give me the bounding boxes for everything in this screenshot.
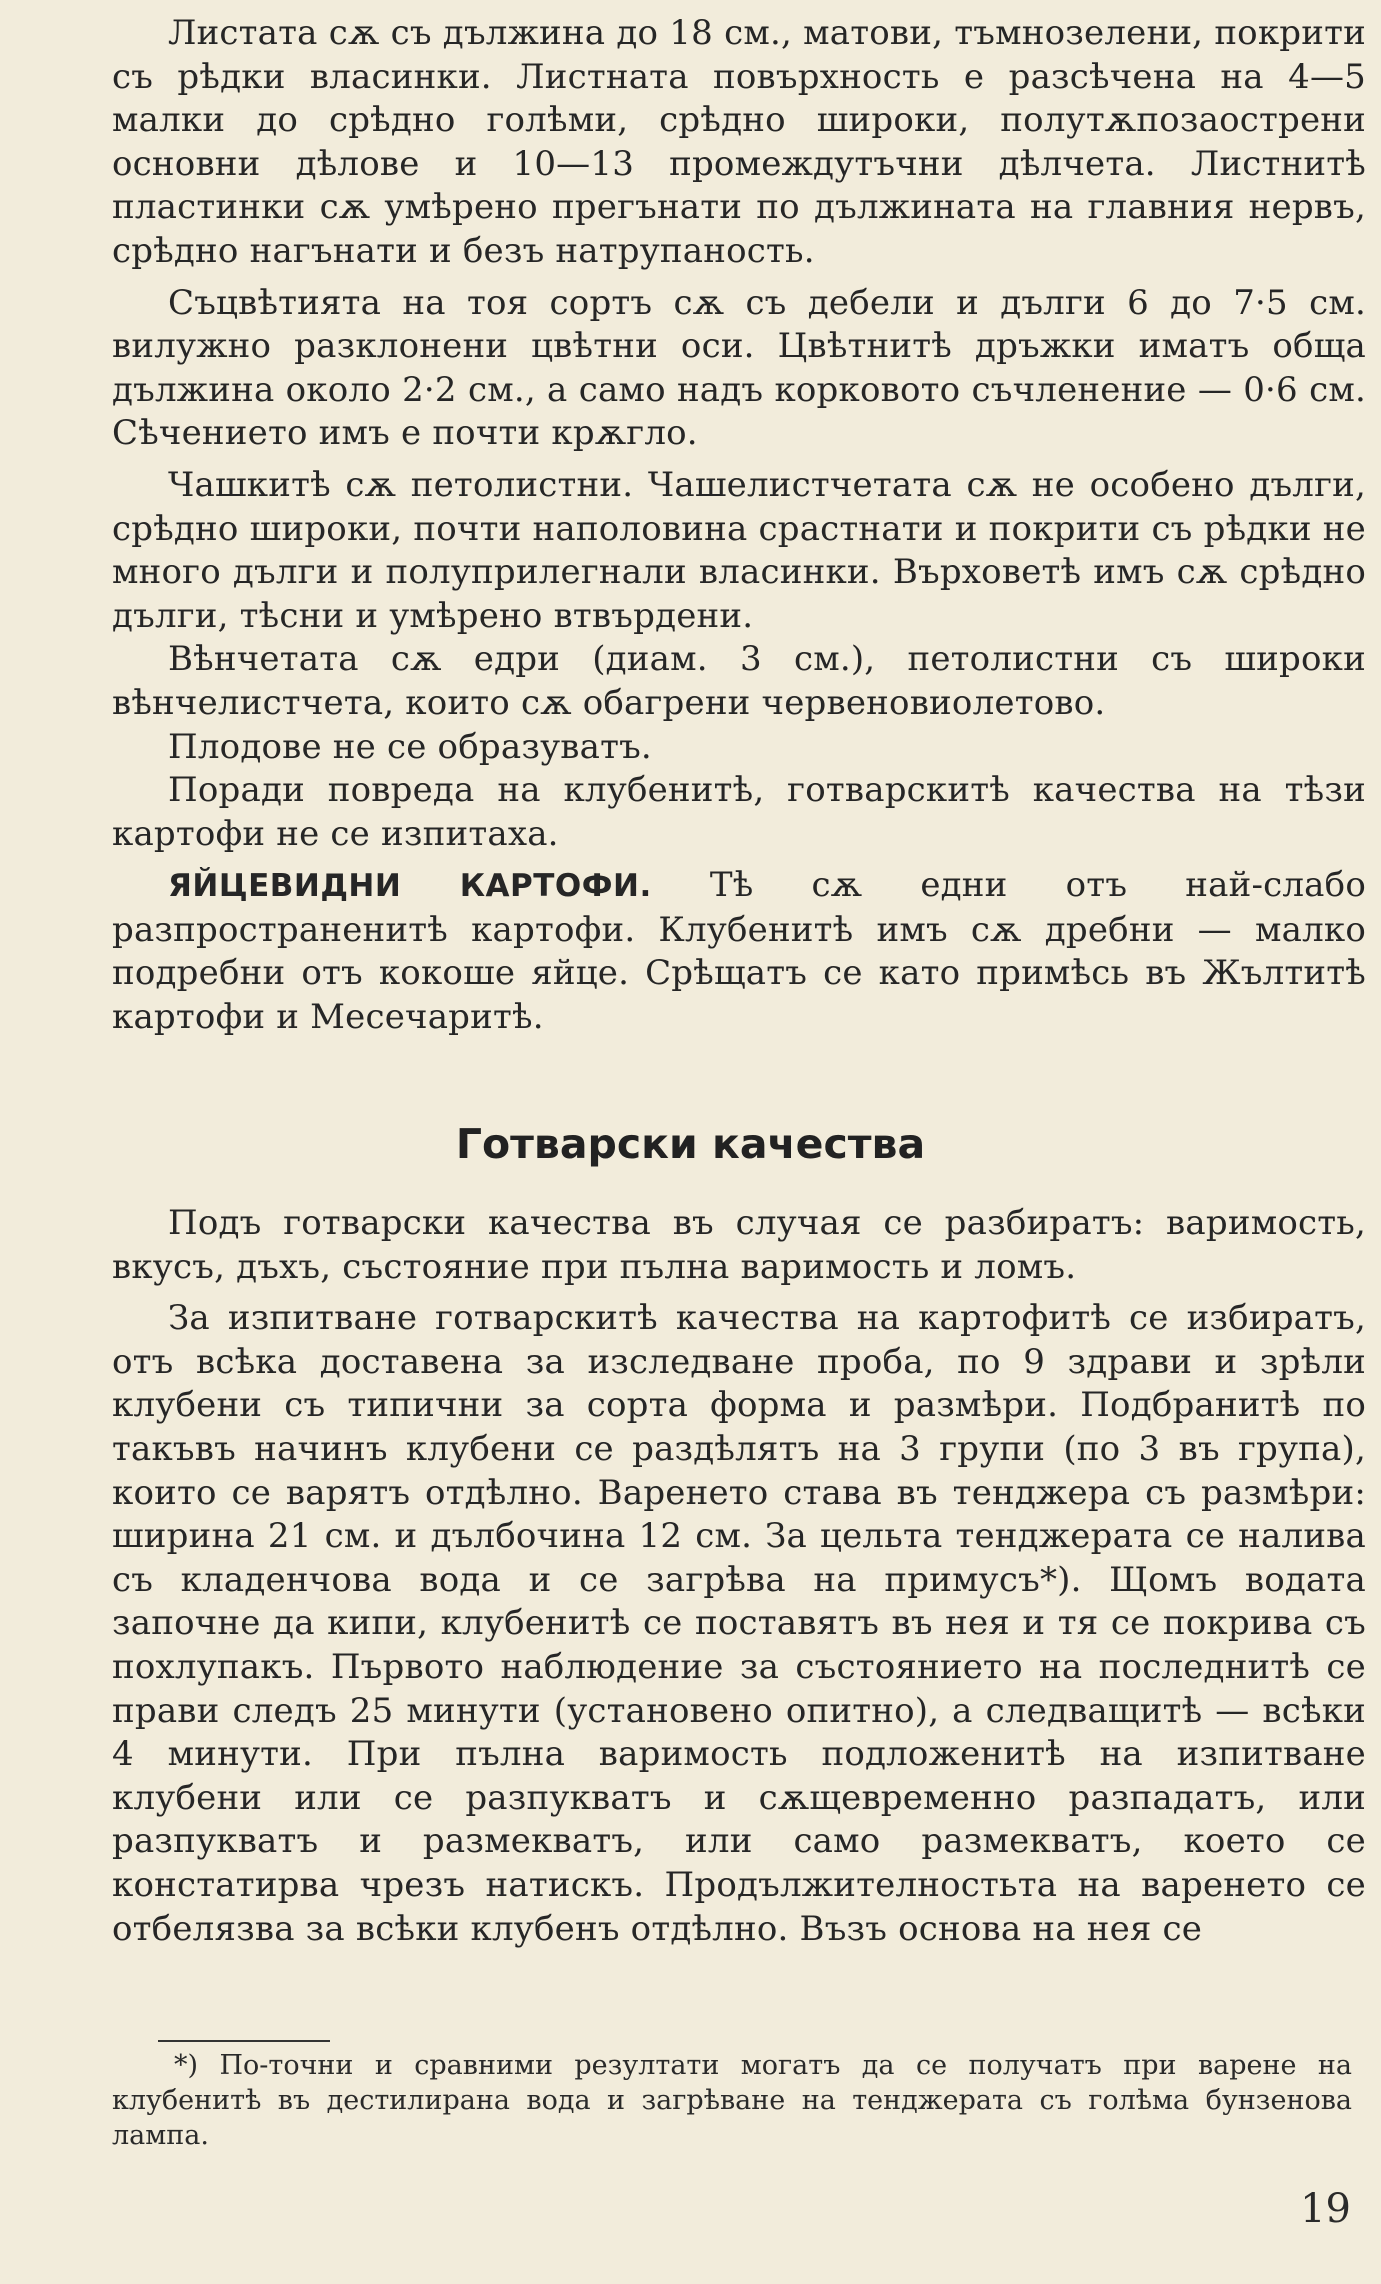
paragraph-corolla: Вѣнчетата сѫ едри (диам. 3 см.), петолистни съ широки вѣнчелистчета, които сѫ обагрени червеновиолетово. xyxy=(112,639,1366,723)
paragraph-gap xyxy=(112,856,1366,864)
paragraph-calyx: Чашкитѣ сѫ петолистни. Чашелистчетата сѫ не особено дълги, срѣдно широки, почти наполовина срастнати и покрити съ рѣдки не много дълги и полуприлегнали власинки. Върховетѣ имъ сѫ срѣдно дълги, тѣсни и умѣрено втвърдени. xyxy=(112,464,1366,636)
paragraph-egg-shaped-variety xyxy=(112,864,1366,1039)
page-number: 19 xyxy=(1300,2186,1351,2232)
variety-name: ЯЙЦЕВИДНИ КАРТОФИ. xyxy=(168,868,652,905)
paragraph-inflorescence: Съцвѣтията на тоя сортъ сѫ съ дебели и дълги 6 до 7·5 см. вилужно разклонени цвѣтни оси. Цвѣтнитѣ дръжки иматъ обща дължина около 2·2 см., а само надъ корковото съчленение — 0·6 см. Сѣчението имъ е почти крѫгло. xyxy=(112,282,1366,454)
paragraph-gap xyxy=(112,274,1366,282)
paragraph-cooking-note: Поради повреда на клубенитѣ, готварскитѣ качества на тѣзи картофи не се изпитаха. xyxy=(112,770,1366,854)
section-heading: Готварски качества xyxy=(455,1120,926,1168)
paragraph-gap xyxy=(112,456,1366,464)
paragraph-cooking-method: За изпитване готварскитѣ качества на картофитѣ се избиратъ, отъ всѣка доставена за изследване проба, по 9 здрави и зрѣли клубени съ типични за сорта форма и размѣри. Подбранитѣ по такъвъ начинъ клубени се раздѣлятъ на 3 групи (по 3 въ група), които се варятъ отдѣлно. Варенето става въ тенджера съ размѣри: ширина 21 см. и дълбочина 12 см. За цельта тенджерата се налива съ кладенчова вода и се загрѣва на примусъ*). Щомъ водата започне да кипи, клубенитѣ се поставятъ въ нея и тя се покрива съ похлупакъ. Първото наблюдение за състоянието на последнитѣ се прави следъ 25 минути (установено опитно), а следващитѣ — всѣки 4 минути. При пълна варимость подложенитѣ на изпитване клубени или се разпукватъ и сѫщевременно разпадатъ, или разпукватъ и размекватъ, или само размекватъ, което се констатирва чрезъ натискъ. Продължителностьта на варенето се отбелязва за всѣки клубенъ отдѣлно. Възъ основа на нея се xyxy=(112,1298,1366,1949)
paragraph-cooking-definition: Подъ готварски качества въ случая се разбиратъ: варимость, вкусъ, дъхъ, състояние при пълна варимость и ломъ. xyxy=(112,1203,1366,1287)
text-block-top xyxy=(112,12,1366,1040)
footnote-rule xyxy=(158,2040,330,2042)
footnote: *) По-точни и сравними резултати могатъ да се получатъ при варене на клубенитѣ въ дестилирана вода и загрѣване на тенджерата съ голѣма бунзенова лампа. xyxy=(112,2050,1352,2151)
text-block-cooking xyxy=(112,1202,1366,1951)
variety-description: Тѣ сѫ едни отъ най-слабо разпространенитѣ картофи. Клубенитѣ имъ сѫ дребни — малко подребни отъ кокоше яйце. Срѣщатъ се като примѣсь въ Жълтитѣ картофи и Месечаритѣ. xyxy=(112,865,1366,1038)
paragraph-fruits: Плодове не се образуватъ. xyxy=(168,726,652,767)
paragraph-gap xyxy=(112,1289,1366,1297)
paragraph-leaves: Листата сѫ съ дължина до 18 см., матови, тъмнозелени, покрити съ рѣдки власинки. Листната повърхность е разсѣчена на 4—5 малки до срѣдно голѣми, срѣдно широки, полутѫпозаострени основни дѣлове и 10—13 промеждутъчни дѣлчета. Листнитѣ пластинки сѫ умѣрено прегънати по дължината на главния нервъ, срѣдно нагънати и безъ натрупаность. xyxy=(112,13,1366,271)
